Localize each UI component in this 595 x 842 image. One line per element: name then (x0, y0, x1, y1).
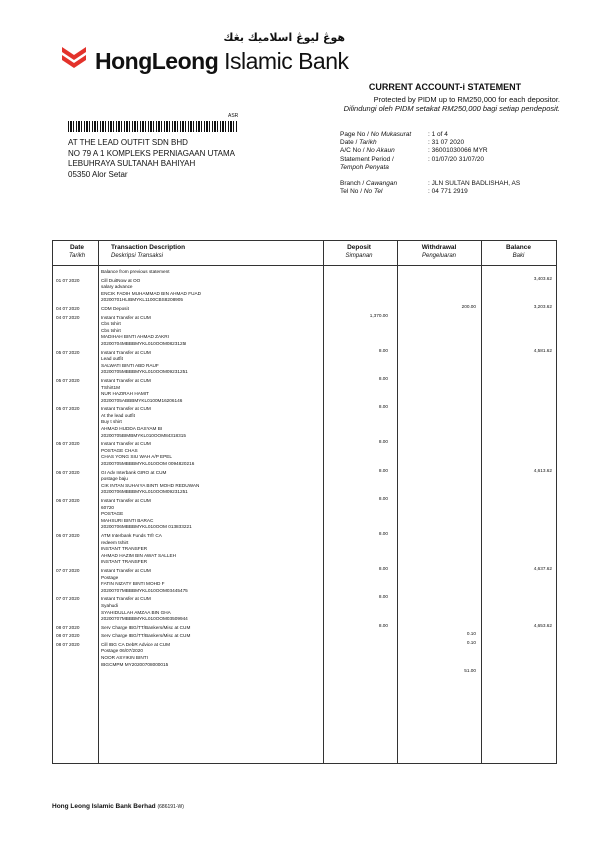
row-description (101, 306, 331, 313)
header-date: Date Tarikh (68, 244, 86, 259)
description-line: Instant Transfer at CUM (101, 441, 151, 447)
description-line: CHAS YONG SIU WAH A/P EPEL (101, 454, 173, 460)
description-line: Instant Transfer at CUM (101, 406, 151, 412)
description-line: Instant Transfer at CUM (101, 567, 151, 573)
description-line: Syahudi (101, 602, 118, 608)
row-date: 04 07 2020 (56, 314, 80, 320)
row-date: 08 07 2020 (56, 641, 80, 647)
row-withdrawal: 51.00 (464, 668, 476, 674)
row-withdrawal: 200.00 (461, 303, 476, 309)
description-line: 20200707MBBBMYKL010OOM03509944 (101, 616, 188, 622)
row-description (101, 378, 331, 404)
info-row (340, 172, 595, 180)
description-line: SALWATI BINTI ABD RAUF (101, 362, 159, 368)
row-description (101, 470, 331, 496)
description-line: 20200704MBBBMYKL010OOM0823125I (101, 340, 187, 346)
row-date: 07 07 2020 (56, 596, 80, 602)
description-line: Instant Transfer at CUM (101, 349, 151, 355)
description-line: NUR HAZIRAH HAMIT (101, 391, 149, 397)
description-line: Postage 06/07/2020 (101, 648, 143, 654)
row-date: 05 07 2020 (56, 441, 80, 447)
info-row: Date / Tarikh : 31 07 2020 (340, 139, 465, 147)
table-row (53, 622, 556, 637)
row-description (101, 498, 331, 531)
header-deposit: Deposit Simpanan (345, 244, 373, 259)
description-line: 20200701HLIBMYKL1100CBS8208905 (101, 297, 184, 303)
row-deposit: 1,370.00 (369, 312, 388, 318)
description-line: Cbs tshirt (101, 321, 121, 327)
description-line: FATIN NIZATY BINTI MOHD F (101, 581, 165, 587)
description-line: 20200705MBBBMYKL010OOM 0094820216 (101, 461, 195, 467)
table-row (53, 375, 556, 410)
row-description (101, 315, 331, 348)
row-date: 05 07 2020 (56, 377, 80, 383)
account-info (340, 131, 595, 197)
description-line: SYAHIDULLAH AMZAA BIN GHA (101, 609, 171, 615)
row-balance: 4,653.62 (533, 622, 552, 628)
address-line: NO 79 A 1 KOMPLEKS PERNIAGAAN UTAMA (68, 148, 236, 158)
row-balance: 3,403.62 (533, 275, 552, 281)
row-description (101, 350, 331, 376)
row-deposit: 8.00 (378, 467, 388, 473)
description-line: 20200706MBBBMYKL010OOM 013833221 (101, 524, 192, 530)
hong-leong-logo-icon (60, 43, 88, 71)
row-description (101, 633, 331, 640)
row-deposit: 8.00 (378, 496, 388, 501)
transactions-table (52, 240, 557, 764)
description-line: TShirt1M (101, 384, 121, 390)
transaction-rows (53, 269, 556, 674)
row-description (101, 441, 331, 467)
description-line: Cbs tshirt (101, 327, 121, 333)
description-line: Buy t shirt (101, 419, 122, 425)
row-description (101, 533, 331, 566)
description-line: Postage (101, 574, 119, 580)
info-row: A/C No / No Akaun : 36001030066 MYR (340, 147, 488, 155)
row-date: 04 07 2020 (56, 305, 80, 311)
description-line: Instant Transfer at CUM (101, 596, 151, 602)
description-line: ENCIK FADIH MUHAMMAD BIN AHMAD FUAD (101, 290, 202, 296)
description-line: 20200707MBBBMYKL010OOM03445475 (101, 587, 188, 593)
description-line: INSTANT TRANSFER (101, 559, 148, 565)
description-line: ATM Interbank Funds Trfr CA (101, 532, 162, 538)
row-description (101, 278, 331, 304)
description-line: CDM Deposit (101, 305, 129, 311)
row-date: 01 07 2020 (56, 277, 80, 283)
description-line: Cill DuitNow at OO (101, 277, 141, 283)
row-description (101, 642, 331, 668)
description-line: Balance from previous statement (101, 269, 170, 274)
table-row (53, 406, 556, 445)
row-description (101, 625, 331, 632)
row-deposit: 8.00 (378, 594, 388, 600)
row-date: 07 07 2020 (56, 567, 80, 573)
bank-arabic-name: هوڠ ليوڠ اسلاميك بڠك (223, 31, 345, 44)
row-date: 08 07 2020 (56, 633, 80, 639)
address-line: AT THE LEAD OUTFIT SDN BHD (68, 138, 188, 147)
info-row: Statement Period / : 01/07/20 31/07/20 (340, 155, 485, 163)
description-line: AHMAD HUDDA DASYAM BI (101, 426, 163, 432)
row-withdrawal: 0.10 (466, 639, 476, 645)
row-deposit: 8.00 (378, 404, 388, 410)
description-line: AHMAD HAZIM BIN AWAT SALLEH (101, 552, 177, 558)
row-deposit: 8.00 (378, 622, 388, 628)
row-balance: 4,581.62 (533, 347, 552, 353)
description-line: 20200706MBBBMYKL010OOM09231251 (101, 489, 188, 495)
row-balance: 4,637.62 (533, 565, 552, 571)
row-description (101, 596, 331, 622)
description-line: 20200705MBBBMYKL010OOM09231251 (101, 369, 188, 375)
info-row: Branch / Cawangan : JLN SULTAN BADLISHAH, AS (340, 180, 521, 188)
description-line: MADIHAH BINTI AHMAD ZAKRI (101, 334, 169, 340)
row-date: 06 07 2020 (56, 532, 80, 538)
description-line: 20200705ABBBMYKL0100M16206146 (101, 397, 183, 403)
header-withdrawal: Withdrawal Pengeluaran (421, 244, 457, 259)
description-line: 20200705BIMBMYKL010OOM84318315 (101, 432, 186, 438)
description-line: IBGCMPM MY20200708000015 (101, 661, 169, 667)
description-line: Instant Transfer at CUM (101, 498, 151, 503)
info-row: Tempoh Penyata (340, 163, 389, 171)
pidm-notice-my: Dilindungi oleh PIDM setakat RM250,000 bagi setiap pendeposit. (343, 104, 560, 113)
description-line: MAHSURI BINTI BARAC (101, 517, 154, 523)
table-row (53, 347, 556, 381)
row-deposit: 8.00 (378, 565, 388, 571)
description-line: INSTANT TRANSFER (101, 546, 148, 552)
description-line: salary advance (101, 284, 133, 290)
address-line: 05350 Alor Setar (68, 169, 128, 179)
description-line: redeem tshirt (101, 539, 129, 545)
table-row (53, 639, 556, 674)
description-line: POSTAGE CHAS (101, 447, 138, 453)
row-deposit: 8.00 (378, 347, 388, 353)
pidm-notice-en: Protected by PIDM up to RM250,000 for each depositor. (373, 95, 560, 104)
footer-bank-name: Hong Leong Islamic Bank Berhad (686191-W) (52, 803, 184, 810)
row-withdrawal: 0.10 (466, 631, 476, 637)
description-line: At the lead outfit (101, 412, 135, 418)
description-line: Instant Transfer at CUM (101, 377, 151, 383)
description-line: Serv Charge IBG/TT/Bankers/Misc at CUM (101, 633, 191, 639)
statement-title: CURRENT ACCOUNT-i STATEMENT (368, 82, 522, 92)
customer-code: ASR (228, 113, 239, 119)
row-deposit: 8.00 (378, 375, 388, 381)
description-line: Instant Transfer at CUM (101, 314, 151, 320)
description-line: CIK INTAN SUHAIYA BINTI MOHD REDUWAN (101, 482, 200, 488)
description-line: postage baju (101, 476, 128, 482)
description-line: Lead outfit (101, 356, 123, 362)
row-date: 05 07 2020 (56, 349, 80, 355)
row-date: 05 07 2020 (56, 406, 80, 412)
description-line: Serv Charge IBG/TT/Bankers/Misc at CUM (101, 624, 191, 630)
bank-logo-text: HongLeong Islamic Bank (95, 48, 349, 74)
description-line: Cill IBG CA DebR Advice at CUM (101, 641, 171, 647)
description-line: POSTAGE (101, 511, 124, 517)
table-row (53, 565, 556, 600)
row-description (101, 269, 331, 276)
header-description: Transaction Description Deskripsi Transaksi (111, 244, 186, 259)
info-row: Page No / No Mukasurat : 1 of 4 (340, 131, 448, 138)
row-description (101, 568, 331, 594)
row-date: 08 07 2020 (56, 624, 80, 630)
row-date: 06 07 2020 (56, 469, 80, 475)
row-deposit: 8.00 (378, 530, 388, 536)
row-balance: 4,613.62 (533, 467, 552, 473)
customer-address (68, 138, 235, 180)
description-line: NOOR ASYIKIN BINTI (101, 655, 148, 661)
row-balance: 3,203.62 (533, 303, 552, 309)
address-line: LEBUHRAYA SULTANAH BAHIYAH (68, 159, 196, 168)
info-row: Tel No / No Tel : 04 771 2919 (340, 188, 468, 196)
row-date: 06 07 2020 (56, 498, 80, 503)
description-line: 60720 (101, 504, 115, 510)
header-balance: Balance Baki (506, 244, 531, 259)
row-description (101, 406, 331, 439)
row-deposit: 8.00 (378, 439, 388, 445)
barcode (68, 121, 238, 132)
description-line: GI Adv Interbank GIRO at CUM (101, 469, 167, 475)
